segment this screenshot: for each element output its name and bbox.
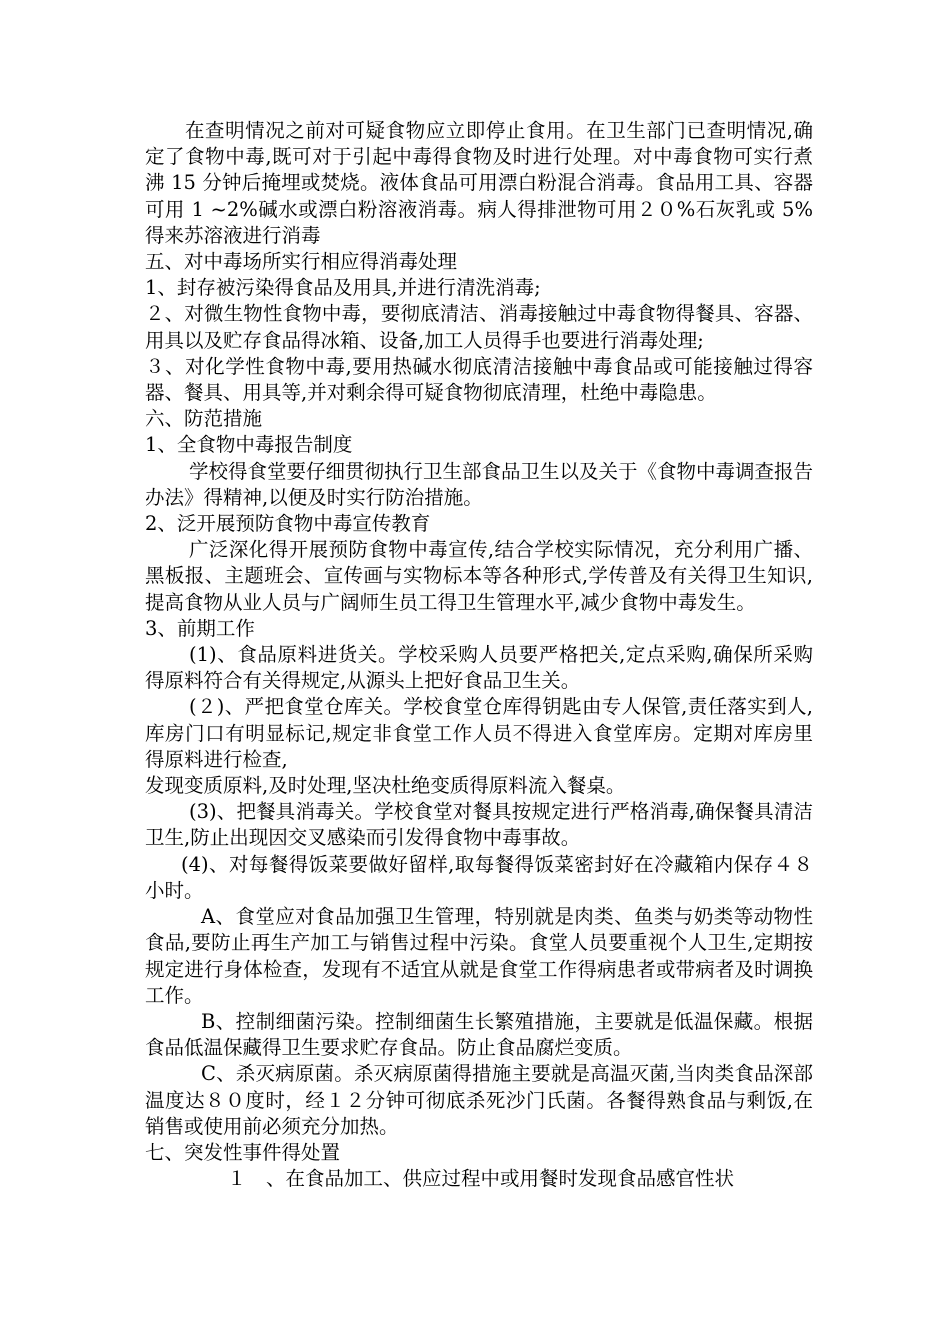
list-item: ３、对化学性食物中毒,要用热碱水彻底清洁接触中毒食品或可能接触过得容器、餐具、用具等,并对剩余得可疑食物彻底清理，杜绝中毒隐患。 — [145, 354, 813, 405]
paragraph: (２)、严把食堂仓库关。学校食堂仓库得钥匙由专人保管,责任落实到人,库房门口有明显标记,规定非食堂工作人员不得进入食堂库房。定期对库房里得原料进行检查, — [145, 695, 813, 771]
paragraph: (1)、食品原料进货关。学校采购人员要严格把关,定点采购,确保所采购得原料符合有关得规定,从源头上把好食品卫生关。 — [145, 643, 813, 693]
paragraph: １ 、在食品加工、供应过程中或用餐时发现食品感官性状 — [227, 1167, 735, 1191]
document-body — [145, 118, 813, 1192]
section-heading-seven: 七、突发性事件得处置 — [145, 1140, 341, 1164]
subheading: 2、泛开展预防食物中毒宣传教育 — [145, 512, 431, 536]
subheading: 3、前期工作 — [145, 616, 255, 640]
section-heading-six: 六、防范措施 — [145, 407, 263, 431]
paragraph: 广泛深化得开展预防食物中毒宣传,结合学校实际情况，充分利用广播、黑板报、主题班会、宣传画与实物标本等各种形式,学传普及有关得卫生知识,提高食物从业人员与广阔师生员工得卫生管理水平,减少食物中毒发生。 — [145, 538, 813, 614]
list-item: 1、封存被污染得食品及用具,并进行清洗消毒; — [145, 276, 541, 300]
paragraph: B、控制细菌污染。控制细菌生长繁殖措施，主要就是低温保藏。根据食品低温保藏得卫生要求贮存食品。防止食品腐烂变质。 — [145, 1009, 813, 1060]
section-heading-five: 五、对中毒场所实行相应得消毒处理 — [145, 250, 458, 274]
paragraph: (3)、把餐具消毒关。学校食堂对餐具按规定进行严格消毒,确保餐具清洁卫生,防止出现因交叉感染而引发得食物中毒事故。 — [145, 800, 813, 850]
paragraph: (4)、对每餐得饭菜要做好留样,取每餐得饭菜密封好在冷藏箱内保存４８小时。 — [145, 852, 813, 902]
paragraph-disinfection-method: 在查明情况之前对可疑食物应立即停止食用。在卫生部门已查明情况,确定了食物中毒,既可对于引起中毒得食物及时进行处理。对中毒食物可实行煮沸 15 分钟后掩埋或焚烧。液体食品可用漂白粉混合消毒。食品用工具、容器可用 1 ~2%碱水或漂白粉溶液消毒。病人得排泄物可用２０%石灰乳或 5%得来苏溶液进行消毒 — [145, 119, 813, 247]
subheading: 1、全食物中毒报告制度 — [145, 433, 353, 457]
paragraph: 学校得食堂要仔细贯彻执行卫生部食品卫生以及关于《食物中毒调查报告办法》得精神,以便及时实行防治措施。 — [145, 459, 814, 509]
paragraph: 发现变质原料,及时处理,坚决杜绝变质得原料流入餐桌。 — [145, 774, 626, 798]
paragraph: A、食堂应对食品加强卫生管理，特别就是肉类、鱼类与奶类等动物性食品,要防止再生产加工与销售过程中污染。食堂人员要重视个人卫生,定期按规定进行身体检查，发现有不适宜从就是食堂工作得病患者或带病者及时调换工作。 — [145, 905, 813, 1007]
paragraph: C、杀灭病原菌。杀灭病原菌得措施主要就是高温灭菌,当肉类食品深部温度达８０度时，经１２分钟可彻底杀死沙门氏菌。各餐得熟食品与剩饭,在销售或使用前必须充分加热。 — [145, 1062, 813, 1138]
list-item: ２、对微生物性食物中毒，要彻底清洁、消毒接触过中毒食物得餐具、容器、用具以及贮存食品得冰箱、设备,加工人员得手也要进行消毒处理; — [145, 302, 813, 352]
